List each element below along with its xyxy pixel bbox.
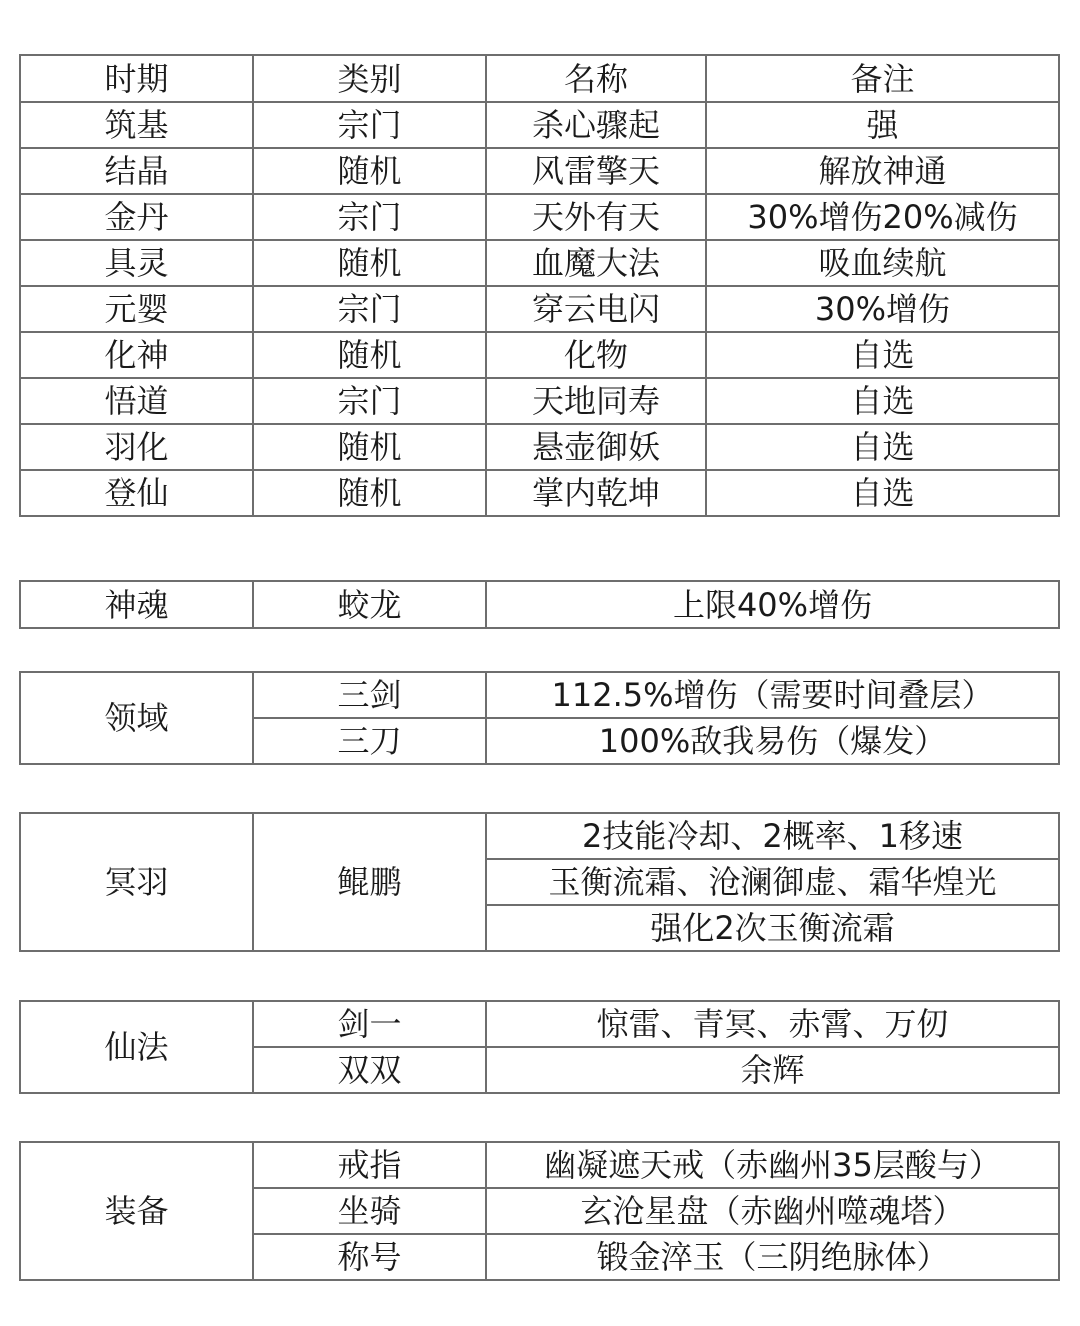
note-cell: 30%增伤 xyxy=(706,286,1059,332)
note-cell: 幽凝遮天戒（赤幽州35层酸与） xyxy=(486,1142,1059,1188)
name-cell: 鲲鹏 xyxy=(253,813,486,951)
table-row xyxy=(20,1001,1059,1047)
domain-table xyxy=(19,671,1060,765)
note-cell: 自选 xyxy=(706,378,1059,424)
name-cell: 坐骑 xyxy=(253,1188,486,1234)
type-cell: 随机 xyxy=(253,470,486,516)
note-cell: 锻金淬玉（三阴绝脉体） xyxy=(486,1234,1059,1280)
note-cell: 惊雷、青冥、赤霄、万仞 xyxy=(486,1001,1059,1047)
period-cell: 登仙 xyxy=(20,470,253,516)
note-cell: 112.5%增伤（需要时间叠层） xyxy=(486,672,1059,718)
category-cell: 仙法 xyxy=(20,1001,253,1093)
type-cell: 宗门 xyxy=(253,194,486,240)
note-cell: 自选 xyxy=(706,424,1059,470)
table-row xyxy=(20,378,1059,424)
table-row xyxy=(20,194,1059,240)
note-cell: 自选 xyxy=(706,332,1059,378)
header-cell-note: 备注 xyxy=(706,55,1059,102)
name-cell: 天外有天 xyxy=(486,194,706,240)
period-cell: 元婴 xyxy=(20,286,253,332)
name-cell: 蛟龙 xyxy=(253,581,486,628)
table-row xyxy=(20,286,1059,332)
note-cell: 强化2次玉衡流霜 xyxy=(486,905,1059,951)
note-cell: 100%敌我易伤（爆发） xyxy=(486,718,1059,764)
name-cell: 天地同寿 xyxy=(486,378,706,424)
type-cell: 随机 xyxy=(253,148,486,194)
table-row xyxy=(20,581,1059,628)
name-cell: 掌内乾坤 xyxy=(486,470,706,516)
type-cell: 宗门 xyxy=(253,102,486,148)
name-cell: 双双 xyxy=(253,1047,486,1093)
type-cell: 宗门 xyxy=(253,286,486,332)
note-cell: 自选 xyxy=(706,470,1059,516)
period-cell: 金丹 xyxy=(20,194,253,240)
name-cell: 称号 xyxy=(253,1234,486,1280)
period-cell: 化神 xyxy=(20,332,253,378)
xianfa-table xyxy=(19,1000,1060,1094)
period-cell: 筑基 xyxy=(20,102,253,148)
category-cell: 装备 xyxy=(20,1142,253,1280)
name-cell: 剑一 xyxy=(253,1001,486,1047)
period-cell: 羽化 xyxy=(20,424,253,470)
note-cell: 余辉 xyxy=(486,1047,1059,1093)
period-cell: 悟道 xyxy=(20,378,253,424)
table-row xyxy=(20,332,1059,378)
type-cell: 随机 xyxy=(253,332,486,378)
note-cell: 玄沧星盘（赤幽州噬魂塔） xyxy=(486,1188,1059,1234)
header-cell-period: 时期 xyxy=(20,55,253,102)
name-cell: 穿云电闪 xyxy=(486,286,706,332)
table-header-row xyxy=(20,55,1059,102)
name-cell: 悬壶御妖 xyxy=(486,424,706,470)
name-cell: 化物 xyxy=(486,332,706,378)
table-row xyxy=(20,1142,1059,1188)
table-row xyxy=(20,102,1059,148)
note-cell: 强 xyxy=(706,102,1059,148)
note-cell: 上限40%增伤 xyxy=(486,581,1059,628)
table-row xyxy=(20,148,1059,194)
note-cell: 30%增伤20%减伤 xyxy=(706,194,1059,240)
type-cell: 随机 xyxy=(253,240,486,286)
note-cell: 玉衡流霜、沧澜御虚、霜华煌光 xyxy=(486,859,1059,905)
mingyu-table xyxy=(19,812,1060,952)
name-cell: 三刀 xyxy=(253,718,486,764)
period-cell: 结晶 xyxy=(20,148,253,194)
category-cell: 神魂 xyxy=(20,581,253,628)
name-cell: 三剑 xyxy=(253,672,486,718)
table-row xyxy=(20,470,1059,516)
header-cell-name: 名称 xyxy=(486,55,706,102)
category-cell: 领域 xyxy=(20,672,253,764)
table-row xyxy=(20,240,1059,286)
soul-table xyxy=(19,580,1060,629)
table-row xyxy=(20,424,1059,470)
name-cell: 杀心骤起 xyxy=(486,102,706,148)
period-cell: 具灵 xyxy=(20,240,253,286)
equipment-table xyxy=(19,1141,1060,1281)
header-cell-type: 类别 xyxy=(253,55,486,102)
note-cell: 吸血续航 xyxy=(706,240,1059,286)
name-cell: 戒指 xyxy=(253,1142,486,1188)
name-cell: 风雷擎天 xyxy=(486,148,706,194)
name-cell: 血魔大法 xyxy=(486,240,706,286)
table-row xyxy=(20,672,1059,718)
type-cell: 随机 xyxy=(253,424,486,470)
note-cell: 2技能冷却、2概率、1移速 xyxy=(486,813,1059,859)
type-cell: 宗门 xyxy=(253,378,486,424)
table-row xyxy=(20,813,1059,859)
category-cell: 冥羽 xyxy=(20,813,253,951)
main-period-table xyxy=(19,54,1060,517)
note-cell: 解放神通 xyxy=(706,148,1059,194)
